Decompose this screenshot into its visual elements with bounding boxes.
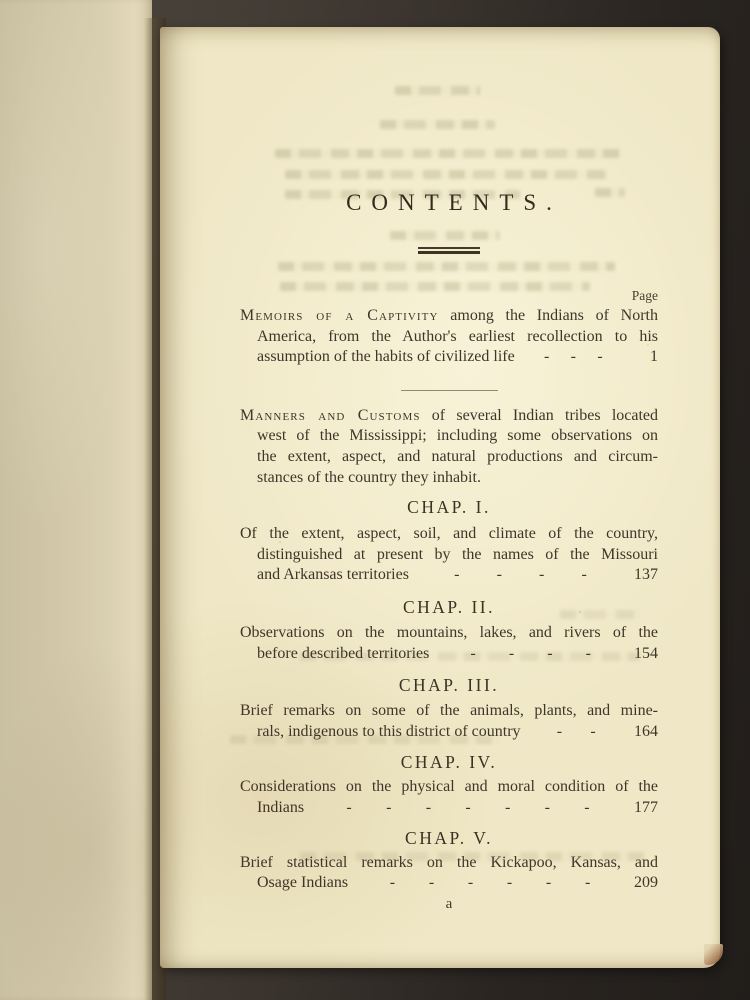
page-title: CONTENTS.	[346, 190, 562, 215]
dash-leader: - -	[556, 722, 596, 740]
entry-line: distinguished at present by the names of the Missouri	[257, 545, 658, 563]
dash-leader: - - - -	[470, 644, 591, 662]
entry-line: the extent, aspect, and natural productions and circum-	[257, 447, 658, 465]
entry-page-line	[240, 347, 658, 368]
chapter-entry	[240, 853, 658, 894]
entry-page-line	[240, 873, 658, 894]
chapter-heading: CHAP. V.	[405, 827, 493, 848]
copper-page-marker	[676, 503, 750, 542]
dash-leader: - - - -	[454, 566, 587, 584]
chapter-entry	[240, 524, 658, 586]
entry-line: Considerations on the physical and moral condition of the	[240, 778, 658, 796]
toc-entry-manners	[240, 406, 658, 488]
entry-lead-smallcaps: Manners and Customs	[240, 406, 421, 424]
page-number: 177	[634, 798, 658, 816]
chapter-heading: CHAP. I.	[407, 497, 491, 518]
chapter-heading: CHAP. III.	[398, 675, 500, 696]
dash-leader: - - - - - -	[389, 874, 591, 892]
entry-line-text: assumption of the habits of civilized life	[257, 348, 515, 366]
entry-page-line	[240, 722, 658, 743]
entry-line: Of the extent, aspect, soil, and climate of the country,	[240, 525, 658, 543]
entry-line: west of the Mississippi; including some observations on	[257, 427, 658, 445]
entry-line: America, from the Author's earliest recollection to his	[257, 327, 658, 345]
page-number: 154	[634, 644, 658, 662]
entry-line: Brief statistical remarks on the Kickapoo, Kansas, and	[240, 853, 658, 871]
entry-line-text: before described territories	[257, 644, 430, 662]
entry-line-text: rals, indigenous to this district of country	[257, 722, 521, 740]
contents-page	[160, 27, 720, 968]
chapter-heading: CHAP. IV.	[400, 752, 498, 773]
dash-leader: - - -	[544, 348, 603, 366]
entry-line: Brief remarks on some of the animals, plants, and mine-	[240, 702, 658, 720]
page-number: 164	[634, 722, 658, 740]
entry-separator-rule	[401, 390, 498, 391]
page-number: 137	[634, 566, 658, 584]
entry-line	[240, 306, 658, 327]
toc-entry-memoirs	[240, 306, 658, 368]
entry-line-text: Indians	[257, 798, 305, 816]
entry-page-line	[240, 798, 658, 819]
facing-page	[0, 0, 152, 1000]
page-column-label: Page	[631, 288, 658, 303]
chapter-entry	[240, 777, 658, 818]
chapter-entry	[240, 701, 658, 742]
signature-mark: a	[445, 895, 453, 912]
toc-content	[240, 27, 658, 913]
entry-line-text: among the Indians of North	[450, 307, 658, 324]
dash-leader: - - - - - - -	[346, 798, 590, 816]
page-number: 1	[650, 348, 658, 366]
entry-line: stances of the country they inhabit.	[257, 468, 481, 486]
chapter-entry	[240, 623, 658, 664]
copper-marker-blade	[676, 503, 750, 542]
double-rule-divider	[418, 247, 480, 254]
divider-top-rule	[418, 247, 480, 249]
entry-line-text: and Arkansas territories	[257, 566, 409, 584]
entry-line-text: Osage Indians	[257, 874, 349, 892]
entry-lead-smallcaps: Memoirs of a Captivity	[240, 307, 439, 324]
page-corner-curl	[704, 944, 723, 965]
page-number: 209	[634, 874, 658, 892]
entry-page-line	[240, 565, 658, 586]
entry-page-line	[240, 644, 658, 665]
chapter-heading: CHAP. II.	[402, 596, 496, 617]
divider-bottom-rule	[418, 251, 480, 254]
entry-line-text: of several Indian tribes located	[431, 406, 659, 424]
entry-line: Observations on the mountains, lakes, and rivers of the	[240, 623, 658, 641]
entry-line	[240, 406, 658, 427]
